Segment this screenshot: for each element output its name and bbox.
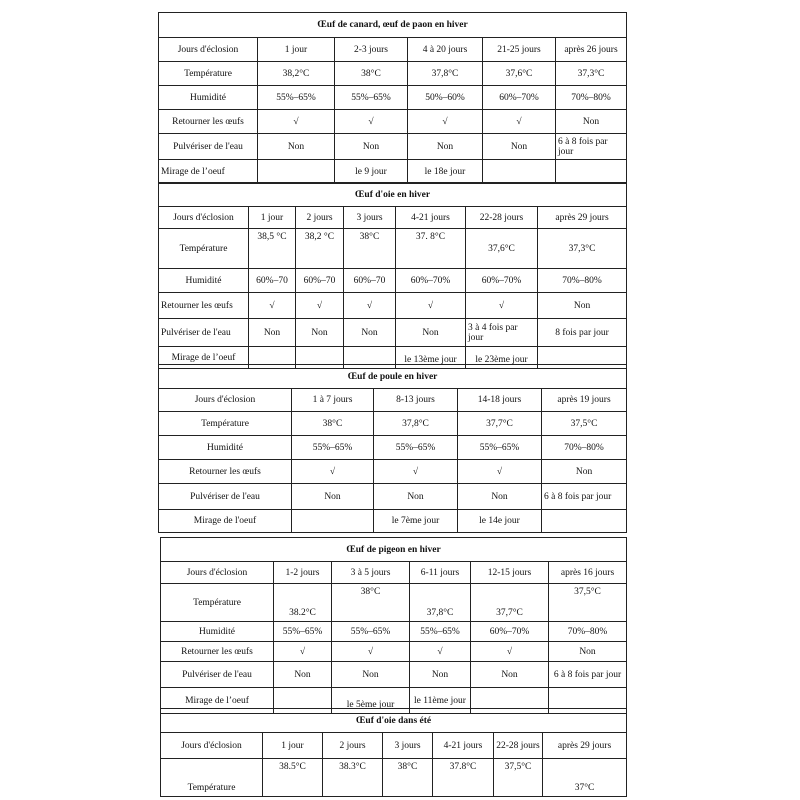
table-cell: 38.3°C	[323, 759, 383, 797]
table-cell: le 9 jour	[335, 160, 408, 184]
table-cell	[292, 510, 374, 533]
table-cell	[483, 160, 556, 184]
table-cell: après 19 jours	[542, 389, 627, 412]
hen-table	[158, 364, 627, 533]
row-label: Humidité	[161, 622, 274, 642]
row-label: Jours d'éclosion	[161, 733, 263, 759]
table-cell: 70%–80%	[538, 269, 627, 293]
table-cell: 70%–80%	[542, 436, 627, 460]
table-cell	[542, 510, 627, 533]
table-cell: 3 jours	[344, 207, 396, 229]
table-cell: 4 à 20 jours	[408, 38, 483, 62]
table-cell: Non	[344, 319, 396, 347]
table-cell: 38,5 °C	[249, 229, 296, 269]
table-cell: 38.5°C	[263, 759, 323, 797]
table-cell: après 26 jours	[556, 38, 627, 62]
table-cell: 55%–65%	[258, 86, 335, 110]
table-cell: 37.8°C	[433, 759, 494, 797]
table-cell: √	[258, 110, 335, 134]
table-cell: 14-18 jours	[458, 389, 542, 412]
table-cell: 37,8°C	[410, 584, 471, 622]
table-cell: 4-21 jours	[396, 207, 466, 229]
row-label: Jours d'éclosion	[159, 38, 258, 62]
table-cell: 8 fois par jour	[538, 319, 627, 347]
table-title: Œuf d'oie en hiver	[159, 183, 627, 207]
row-label: Jours d'éclosion	[161, 562, 274, 584]
table-cell: √	[249, 293, 296, 319]
table-cell: Non	[549, 642, 627, 662]
table-cell: 70%–80%	[549, 622, 627, 642]
table-cell: 6 à 8 fois par jour	[556, 134, 627, 160]
table-cell: Non	[296, 319, 344, 347]
table-cell: 60%–70	[296, 269, 344, 293]
row-label: Retourner les œufs	[161, 642, 274, 662]
table-cell: √	[410, 642, 471, 662]
duck-peacock-table	[158, 12, 627, 184]
table-cell: 37,7°C	[471, 584, 549, 622]
row-label: Jours d'éclosion	[159, 389, 292, 412]
table-cell: √	[408, 110, 483, 134]
row-label: Température	[161, 759, 263, 797]
table-cell: 37°C	[543, 759, 627, 797]
table-cell: 2 jours	[296, 207, 344, 229]
table-cell: Non	[332, 662, 410, 688]
table-cell: après 29 jours	[538, 207, 627, 229]
table-cell	[556, 160, 627, 184]
table-cell	[258, 160, 335, 184]
table-cell: 50%–60%	[408, 86, 483, 110]
row-label: Retourner les œufs	[159, 293, 249, 319]
table-cell: 1-2 jours	[274, 562, 332, 584]
table-cell: √	[374, 460, 458, 484]
table-cell: √	[344, 293, 396, 319]
table-cell: 22-28 jours	[466, 207, 538, 229]
table-cell: √	[335, 110, 408, 134]
table-cell: 8-13 jours	[374, 389, 458, 412]
table-cell: √	[466, 293, 538, 319]
table-cell: √	[274, 642, 332, 662]
table-cell: 38,2 °C	[296, 229, 344, 269]
table-cell: 1 jour	[249, 207, 296, 229]
row-label: Jours d'éclosion	[159, 207, 249, 229]
table-cell: 21-25 jours	[483, 38, 556, 62]
row-label: Humidité	[159, 269, 249, 293]
table-cell: Non	[249, 319, 296, 347]
table-cell: 4-21 jours	[433, 733, 494, 759]
table-cell: après 29 jours	[543, 733, 627, 759]
table-cell: Non	[483, 134, 556, 160]
table-cell: Non	[292, 484, 374, 510]
table-cell: Non	[258, 134, 335, 160]
goose-winter-table	[158, 182, 627, 369]
table-cell: 37,6°C	[466, 229, 538, 269]
table-cell: 55%–65%	[335, 86, 408, 110]
row-label: Pulvériser de l'eau	[161, 662, 274, 688]
table-cell: √	[296, 293, 344, 319]
row-label: Retourner les œufs	[159, 460, 292, 484]
table-cell: Non	[556, 110, 627, 134]
table-cell: 38°C	[292, 412, 374, 436]
table-cell: 1 jour	[258, 38, 335, 62]
table-cell: 37,7°C	[458, 412, 542, 436]
row-label: Température	[159, 229, 249, 269]
table-cell: après 16 jours	[549, 562, 627, 584]
table-cell: 37,3°C	[538, 229, 627, 269]
table-cell: √	[292, 460, 374, 484]
table-cell: 70%–80%	[556, 86, 627, 110]
table-cell: √	[396, 293, 466, 319]
table-cell: 37,5°C	[549, 584, 627, 622]
row-label: Température	[159, 62, 258, 86]
table-cell: 60%–70%	[483, 86, 556, 110]
table-cell: 55%–65%	[332, 622, 410, 642]
table-cell: 2 jours	[323, 733, 383, 759]
table-cell: 60%–70%	[466, 269, 538, 293]
table-cell: le 14e jour	[458, 510, 542, 533]
table-cell: 3 jours	[383, 733, 433, 759]
row-label: Mirage de l’oeuf	[161, 688, 274, 714]
table-cell: 2-3 jours	[335, 38, 408, 62]
table-title: Œuf d'oie dans été	[161, 709, 627, 733]
table-cell: Non	[538, 293, 627, 319]
table-cell: 37,6°C	[483, 62, 556, 86]
row-label: Mirage de l’oeuf	[159, 347, 249, 369]
table-cell: le 7ème jour	[374, 510, 458, 533]
table-cell: 55%–65%	[410, 622, 471, 642]
table-cell: 6-11 jours	[410, 562, 471, 584]
table-cell: le 13ème jour	[396, 347, 466, 369]
row-label: Température	[161, 584, 274, 622]
table-cell: Non	[410, 662, 471, 688]
table-cell: 37. 8°C	[396, 229, 466, 269]
table-cell: 38°C	[332, 584, 410, 622]
table-cell: 38.2°C	[274, 584, 332, 622]
table-cell: 37,3°C	[556, 62, 627, 86]
table-cell: 1 jour	[263, 733, 323, 759]
table-cell: 37,8°C	[374, 412, 458, 436]
row-label: Retourner les œufs	[159, 110, 258, 134]
table-cell: 60%–70	[249, 269, 296, 293]
row-label: Pulvériser de l'eau	[159, 134, 258, 160]
table-cell: Non	[335, 134, 408, 160]
table-cell: Non	[374, 484, 458, 510]
table-cell: 55%–65%	[274, 622, 332, 642]
table-cell: 60%–70	[344, 269, 396, 293]
table-cell: 55%–65%	[458, 436, 542, 460]
table-cell: 22-28 jours	[494, 733, 543, 759]
table-cell: 37,8°C	[408, 62, 483, 86]
table-cell: 3 à 5 jours	[332, 562, 410, 584]
table-title: Œuf de pigeon en hiver	[161, 538, 627, 562]
table-cell: Non	[458, 484, 542, 510]
table-cell: 38°C	[335, 62, 408, 86]
row-label: Pulvériser de l'eau	[159, 319, 249, 347]
table-cell: Non	[408, 134, 483, 160]
table-cell: √	[458, 460, 542, 484]
table-cell: 60%–70%	[396, 269, 466, 293]
table-cell: 38,2°C	[258, 62, 335, 86]
row-label: Humidité	[159, 86, 258, 110]
table-cell: 12-15 jours	[471, 562, 549, 584]
table-cell: Non	[542, 460, 627, 484]
table-cell: 38°C	[383, 759, 433, 797]
table-cell: 38°C	[344, 229, 396, 269]
table-cell: 55%–65%	[292, 436, 374, 460]
table-cell: 6 à 8 fois par jour	[549, 662, 627, 688]
table-cell: 37,5°C	[494, 759, 543, 797]
goose-summer-table	[160, 708, 627, 797]
table-cell: √	[483, 110, 556, 134]
table-cell: le 11ème jour	[410, 688, 471, 714]
pigeon-table	[160, 537, 627, 714]
table-cell: 60%–70%	[471, 622, 549, 642]
row-label: Température	[159, 412, 292, 436]
table-title: Œuf de poule en hiver	[159, 365, 627, 389]
row-label: Pulvériser de l'eau	[159, 484, 292, 510]
table-cell: le 5ème jour	[332, 688, 410, 714]
table-cell: √	[332, 642, 410, 662]
table-title: Œuf de canard, œuf de paon en hiver	[159, 13, 627, 38]
table-cell: 6 à 8 fois par jour	[542, 484, 627, 510]
table-cell: 55%–65%	[374, 436, 458, 460]
row-label: Mirage de l'oeuf	[159, 510, 292, 533]
table-cell: Non	[471, 662, 549, 688]
table-cell: 3 à 4 fois par jour	[466, 319, 538, 347]
table-cell: le 23ème jour	[466, 347, 538, 369]
table-cell: Non	[274, 662, 332, 688]
table-cell: √	[471, 642, 549, 662]
table-cell: le 18e jour	[408, 160, 483, 184]
table-cell: Non	[396, 319, 466, 347]
row-label: Mirage de l’oeuf	[159, 160, 258, 184]
row-label: Humidité	[159, 436, 292, 460]
table-cell: 1 à 7 jours	[292, 389, 374, 412]
table-cell: 37,5°C	[542, 412, 627, 436]
